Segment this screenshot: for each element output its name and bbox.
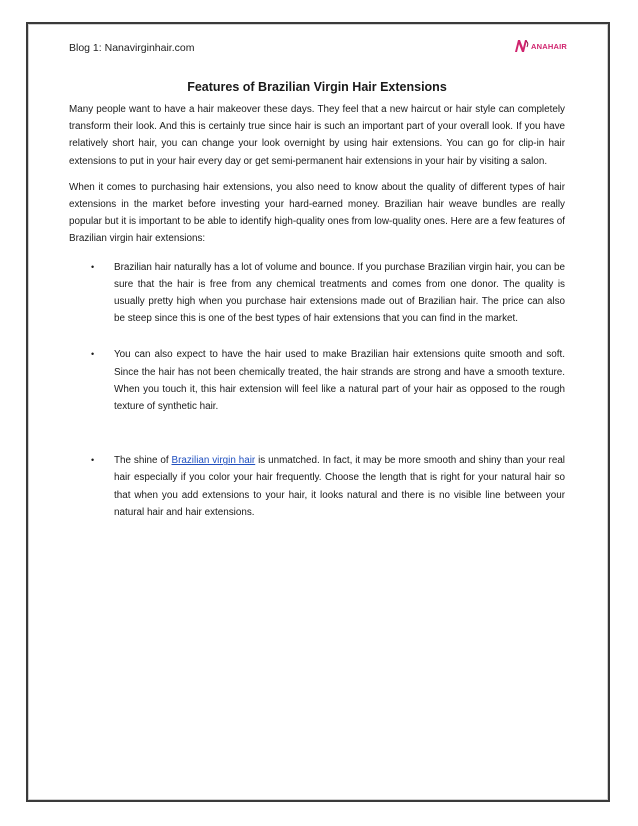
header-blog-label: Blog 1: Nanavirginhair.com: [69, 42, 195, 54]
list-item: [69, 452, 565, 521]
list-item-text: Brazilian hair naturally has a lot of volume and bounce. If you purchase Brazilian virgin hair, you can be sure that the hair is free from any chemical treatments and comes from one donor. The quality is usually pretty high when you purchase hair extensions made out of Brazilian hair. The price can also be steep since this is one of the best types of hair extensions that you can find in the market.: [114, 261, 565, 325]
paragraph-intro: Many people want to have a hair makeover these days. They feel that a new haircut or hair style can completely transform their look. And this is certainly true since hair is such an important part of your overall look. If you have relatively short hair, you can change your look overnight by using hair extensions. You can go for clip-in hair extensions to put in your hair every day or get semi-permanent hair extensions in your hair by visiting a salon.: [69, 104, 565, 167]
bullet-icon: •: [91, 455, 95, 466]
features-list: [69, 259, 565, 521]
nanahair-logo: [514, 39, 567, 53]
logo-text: ANAHAIR: [531, 41, 567, 51]
page-header: [69, 39, 565, 61]
bullet-icon: •: [91, 349, 95, 360]
paragraph-purchasing: When it comes to purchasing hair extensions, you also need to know about the quality of different types of hair extensions in the market before investing your hard-earned money. Brazilian hair weave bundles are really popular but it is important to be able to identify high-quality ones from low-quality ones. Here are a few features of Brazilian virgin hair extensions:: [69, 181, 565, 245]
article-title: Features of Brazilian Virgin Hair Extensions: [187, 80, 447, 94]
list-item-text: You can also expect to have the hair used to make Brazilian hair extensions quite smooth and soft. Since the hair has not been chemically treated, the hair strands are strong and have a smooth texture. When you touch it, this hair extension will feel like a natural part of your hair as opposed to the rough texture of synthetic hair.: [114, 349, 565, 413]
list-item-text-after-link: is unmatched. In fact, it may be more smooth and shiny than your real hair especially if you color your hair frequently. Choose the length that is right for your natural hair so that when you add extensions to your hair, it looks natural and there is no visible line between your natural hair and hair extensions.: [114, 455, 566, 518]
list-item-text-before-link: The shine of: [114, 455, 172, 467]
list-item: [69, 346, 565, 415]
nanahair-n-logo-icon: [514, 39, 530, 53]
bullet-icon: •: [91, 261, 95, 272]
article-body: [69, 101, 565, 521]
brazilian-virgin-hair-link[interactable]: Brazilian virgin hair: [171, 455, 256, 467]
list-item: [69, 259, 565, 328]
